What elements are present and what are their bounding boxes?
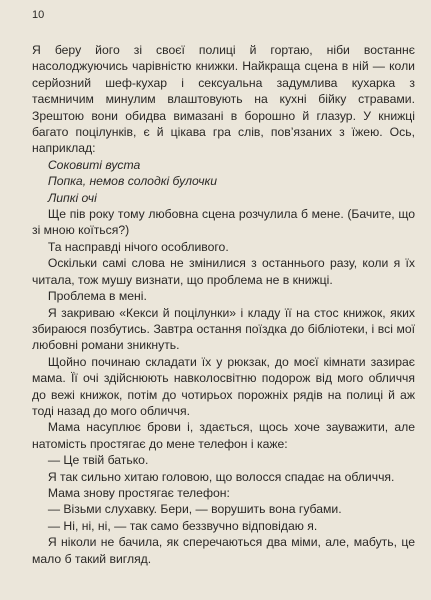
dialogue-line: — Це твій батько. — [47, 453, 149, 468]
paragraph: Мама знову простягає телефон: — [47, 485, 230, 500]
quote-line: Соковиті вуста — [47, 157, 141, 172]
paragraph: Я беру його зі своєї полиці й гортаю, ніби востаннє насолоджуючись чарівністю книжки. Найкраща сцена в ній — коли серйозний шеф-кухар і сексуальна задумлива кухарка з таємничим минулим влаштовують на кухні бійку стравами. Зрештою вони обидва вимазані в борошно й глазур. У книжці багато поцілунків, є й цікава гра слів, пов’язаних з їжею. Ось, наприклад: — [32, 43, 415, 156]
paragraph: Оскільки самі слова не змінилися з останнього разу, коли я їх читала, тож мушу визнати, що проблема не в книжці. — [32, 256, 415, 287]
paragraph: Я ніколи не бачила, як сперечаються два міми, але, мабуть, це мало б такий вигляд. — [32, 535, 415, 566]
body-text — [32, 42, 415, 567]
paragraph: Щойно починаю складати їх у рюкзак, до моєї кімнати зазирає мама. Її очі здійснюють навколосвітню подорож від мого обличчя до вежі книжок, потім до чотирьох порожніх рядів на полиці й аж тоді назад до мого обличчя. — [32, 354, 415, 418]
paragraph: Я так сильно хитаю головою, що волосся спадає на обличчя. — [47, 469, 395, 484]
paragraph: Проблема в мені. — [47, 289, 147, 304]
dialogue-line: — Ні, ні, ні, — так само беззвучно відповідаю я. — [47, 518, 318, 533]
dialogue-line: — Візьми слухавку. Бери, — ворушить вона губами. — [47, 502, 342, 517]
quote-line: Липкі очі — [47, 190, 97, 205]
paragraph: Та насправді нічого особливого. — [47, 239, 229, 254]
quote-line: Попка, немов солодкі булочки — [47, 174, 218, 189]
page-number: 10 — [32, 9, 45, 21]
paragraph: Мама насуплює брови і, здається, щось хоче зауважити, але натомість простягає до мене телефон і каже: — [32, 420, 415, 451]
paragraph: Я закриваю «Кекси й поцілунки» і кладу її на стос книжок, яких збираюся позбутись. Завтра остання поїздка до бібліотеки, і всі мої любовні романи зникнуть. — [32, 305, 415, 353]
paragraph: Ще пів року тому любовна сцена розчулила б мене. (Бачите, що зі мною коїться?) — [32, 207, 415, 238]
